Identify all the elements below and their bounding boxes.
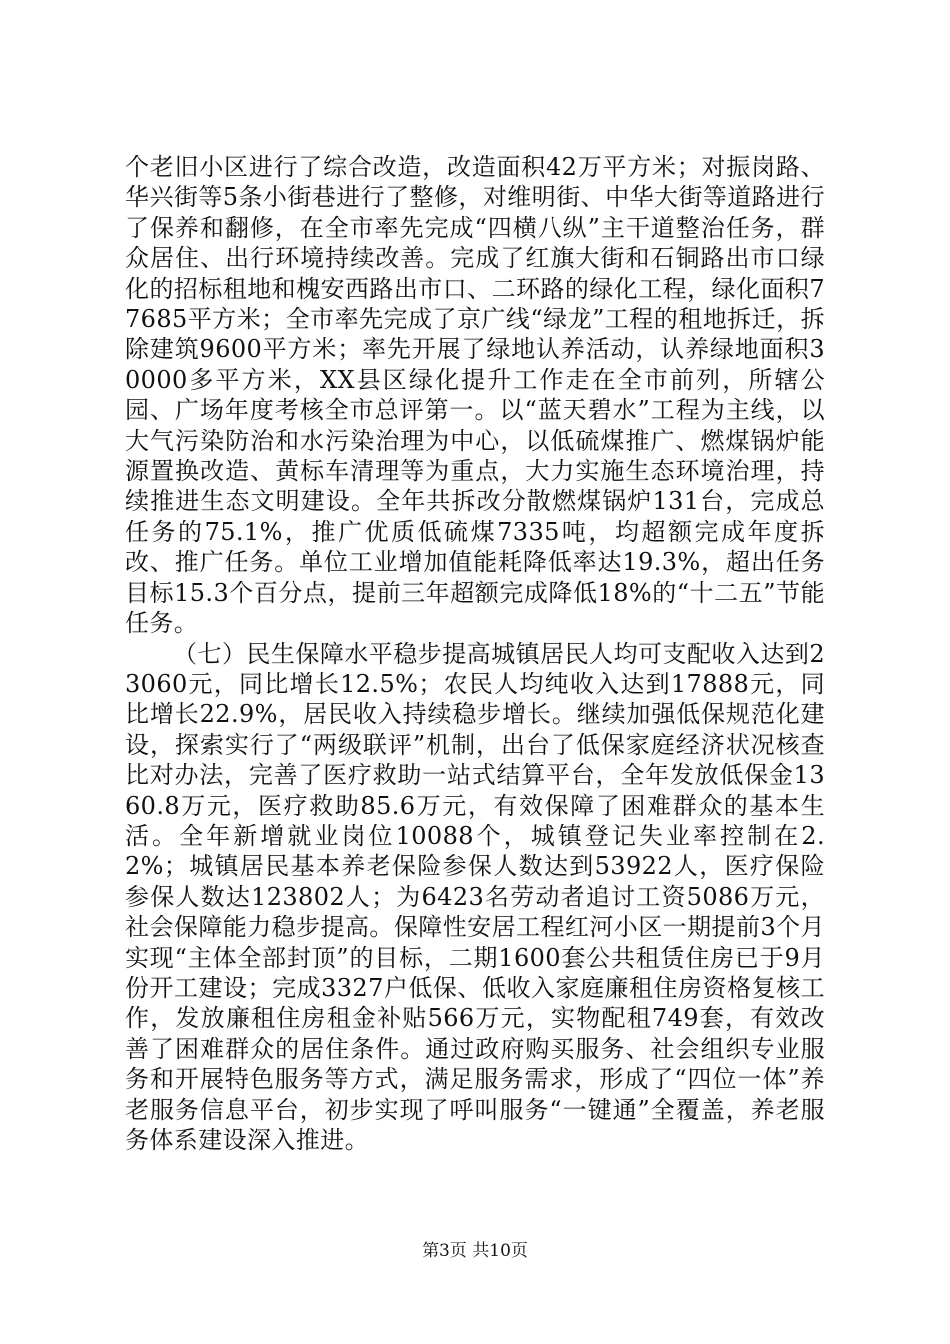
paragraph-continued: 个老旧小区进行了综合改造，改造面积42万平方米；对振岗路、华兴街等5条小街巷进行了整修，对维明街、中华大街等道路进行了保养和翻修，在全市率先完成“四横八纵”主干道整治任务，群众居住、出行环境持续改善。完成了红旗大街和石铜路出市口绿化的招标租地和槐安西路出市口、二环路的绿化工程，绿化面积77685平方米；全市率先完成了京广线“绿龙”工程的租地拆迁，拆除建筑9600平方米；率先开展了绿地认养活动，认养绿地面积30000多平方米，XX县区绿化提升工作走在全市前列，所辖公园、广场年度考核全市总评第一。以“蓝天碧水”工程为主线，以大气污染防治和水污染治理为中心，以低硫煤推广、燃煤锅炉能源置换改造、黄标车清理等为重点，大力实施生态环境治理，持续推进生态文明建设。全年共拆改分散燃煤锅炉131台，完成总任务的75.1%，推广优质低硫煤7335吨，均超额完成年度拆改、推广任务。单位工业增加值能耗降低率达19.3%，超出任务目标15.3个百分点，提前三年超额完成降低18%的“十二五”节能任务。 [125, 153, 825, 638]
page-footer [0, 1240, 950, 1262]
paragraph-section-seven: （七）民生保障水平稳步提高城镇居民人均可支配收入达到23060元，同比增长12.5%；农民人均纯收入达到17888元，同比增长22.9%，居民收入持续稳步增长。继续加强低保规范化建设，探索实行了“两级联评”机制，出台了低保家庭经济状况核查比对办法，完善了医疗救助一站式结算平台，全年发放低保金1360.8万元，医疗救助85.6万元，有效保障了困难群众的基本生活。全年新增就业岗位10088个，城镇登记失业率控制在2.2%；城镇居民基本养老保险参保人数达到53922人，医疗保险参保人数达123802人；为6423名劳动者追讨工资5086万元，社会保障能力稳步提高。保障性安居工程红河小区一期提前3个月实现“主体全部封顶”的目标，二期1600套公共租赁住房已于9月份开工建设；完成3327户低保、低收入家庭廉租住房资格复核工作，发放廉租住房租金补贴566万元，实物配租749套，有效改善了困难群众的居住条件。通过政府购买服务、社会组织专业服务和开展特色服务等方式，满足服务需求，形成了“四位一体”养老服务信息平台，初步实现了呼叫服务“一键通”全覆盖，养老服务体系建设深入推进。 [125, 639, 825, 1154]
document-body [125, 152, 825, 1155]
page-number-label: 第3页 共10页 [422, 1241, 528, 1261]
